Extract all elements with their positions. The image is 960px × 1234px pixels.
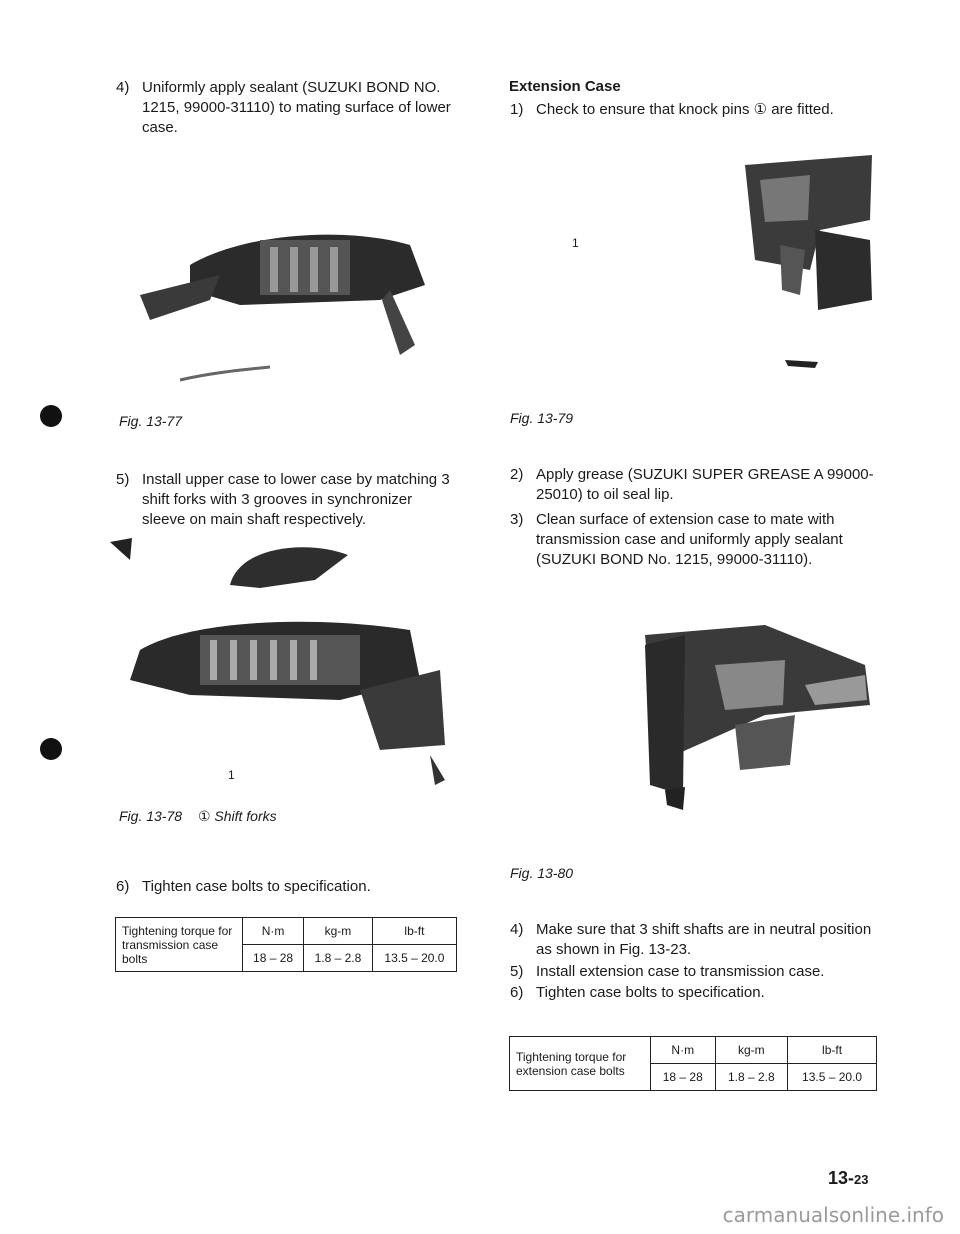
figure-13-78-caption [119, 808, 277, 825]
figure-13-80-photo [615, 605, 885, 845]
torque-value: 13.5 – 20.0 [788, 1064, 877, 1091]
punch-hole-bottom [40, 738, 62, 760]
torque-value: 1.8 – 2.8 [304, 945, 373, 972]
step-number: 1) [510, 101, 524, 118]
callout-label: Shift forks [214, 808, 277, 824]
torque-value: 18 – 28 [243, 945, 304, 972]
right-torque-table [509, 1036, 877, 1091]
step-number: 5) [510, 963, 524, 980]
right-step-4 [510, 920, 878, 960]
figure-13-80-caption: Fig. 13-80 [510, 865, 574, 881]
right-step-2 [510, 465, 878, 505]
unit-header: kg-m [715, 1037, 788, 1064]
unit-header: N·m [243, 918, 304, 945]
step-text: Tighten case bolts to specification. [536, 984, 765, 1001]
unit-header: lb-ft [788, 1037, 877, 1064]
step-text: Check to ensure that knock pins ① are fitted. [536, 101, 834, 118]
torque-label: Tightening torque for transmission case bolts [116, 918, 243, 972]
callout-marker: ① [197, 808, 211, 824]
step-number: 4) [510, 921, 524, 938]
page-number [828, 1168, 868, 1189]
left-step-6 [116, 877, 456, 897]
figure-13-79-caption: Fig. 13-79 [510, 410, 574, 426]
figure-number: Fig. 13-78 [119, 808, 183, 824]
right-step-6 [510, 983, 878, 1003]
figure-13-78-photo [110, 530, 460, 790]
step-text: Install extension case to transmission case. [536, 963, 825, 980]
step-text: Clean surface of extension case to mate with transmission case and uniformly apply sealant (SUZUKI BOND No. 1215, 99000-31110). [536, 511, 843, 568]
step-text: Tighten case bolts to specification. [142, 878, 371, 895]
torque-value: 13.5 – 20.0 [372, 945, 456, 972]
step-number: 3) [510, 511, 524, 528]
step-number: 6) [510, 984, 524, 1001]
figure-13-77-photo [120, 205, 460, 395]
step-text: Make sure that 3 shift shafts are in neutral position as shown in Fig. 13-23. [536, 921, 872, 958]
step-number: 6) [116, 878, 130, 895]
step-text: Install upper case to lower case by matching 3 shift forks with 3 grooves in synchronizer sleeve on main shaft respectively. [142, 471, 450, 528]
step-text: Apply grease (SUZUKI SUPER GREASE A 99000-25010) to oil seal lip. [536, 466, 874, 503]
right-step-1 [510, 100, 878, 120]
left-step-4 [116, 78, 456, 138]
torque-label: Tightening torque for extension case bolts [510, 1037, 651, 1091]
left-torque-table [115, 917, 457, 972]
callout-number: 1 [228, 768, 235, 782]
step-number: 4) [116, 79, 130, 96]
unit-header: kg-m [304, 918, 373, 945]
torque-value: 1.8 – 2.8 [715, 1064, 788, 1091]
unit-header: N·m [651, 1037, 716, 1064]
page-number-sub: 23 [854, 1172, 869, 1187]
watermark-footer[interactable]: carmanualsonline.info [722, 1203, 944, 1227]
right-step-3 [510, 510, 878, 570]
section-heading: Extension Case [509, 78, 621, 95]
torque-value: 18 – 28 [651, 1064, 716, 1091]
figure-13-79-photo [560, 150, 880, 390]
step-text: Uniformly apply sealant (SUZUKI BOND NO. 1215, 99000-31110) to mating surface of lower case. [142, 79, 451, 136]
page-number-main: 13- [828, 1168, 855, 1188]
figure-13-77-caption: Fig. 13-77 [119, 413, 183, 429]
unit-header: lb-ft [372, 918, 456, 945]
left-step-5 [116, 470, 456, 530]
right-step-5 [510, 962, 878, 982]
punch-hole-top [40, 405, 62, 427]
callout-number: 1 [572, 236, 579, 250]
step-number: 5) [116, 471, 130, 488]
step-number: 2) [510, 466, 524, 483]
